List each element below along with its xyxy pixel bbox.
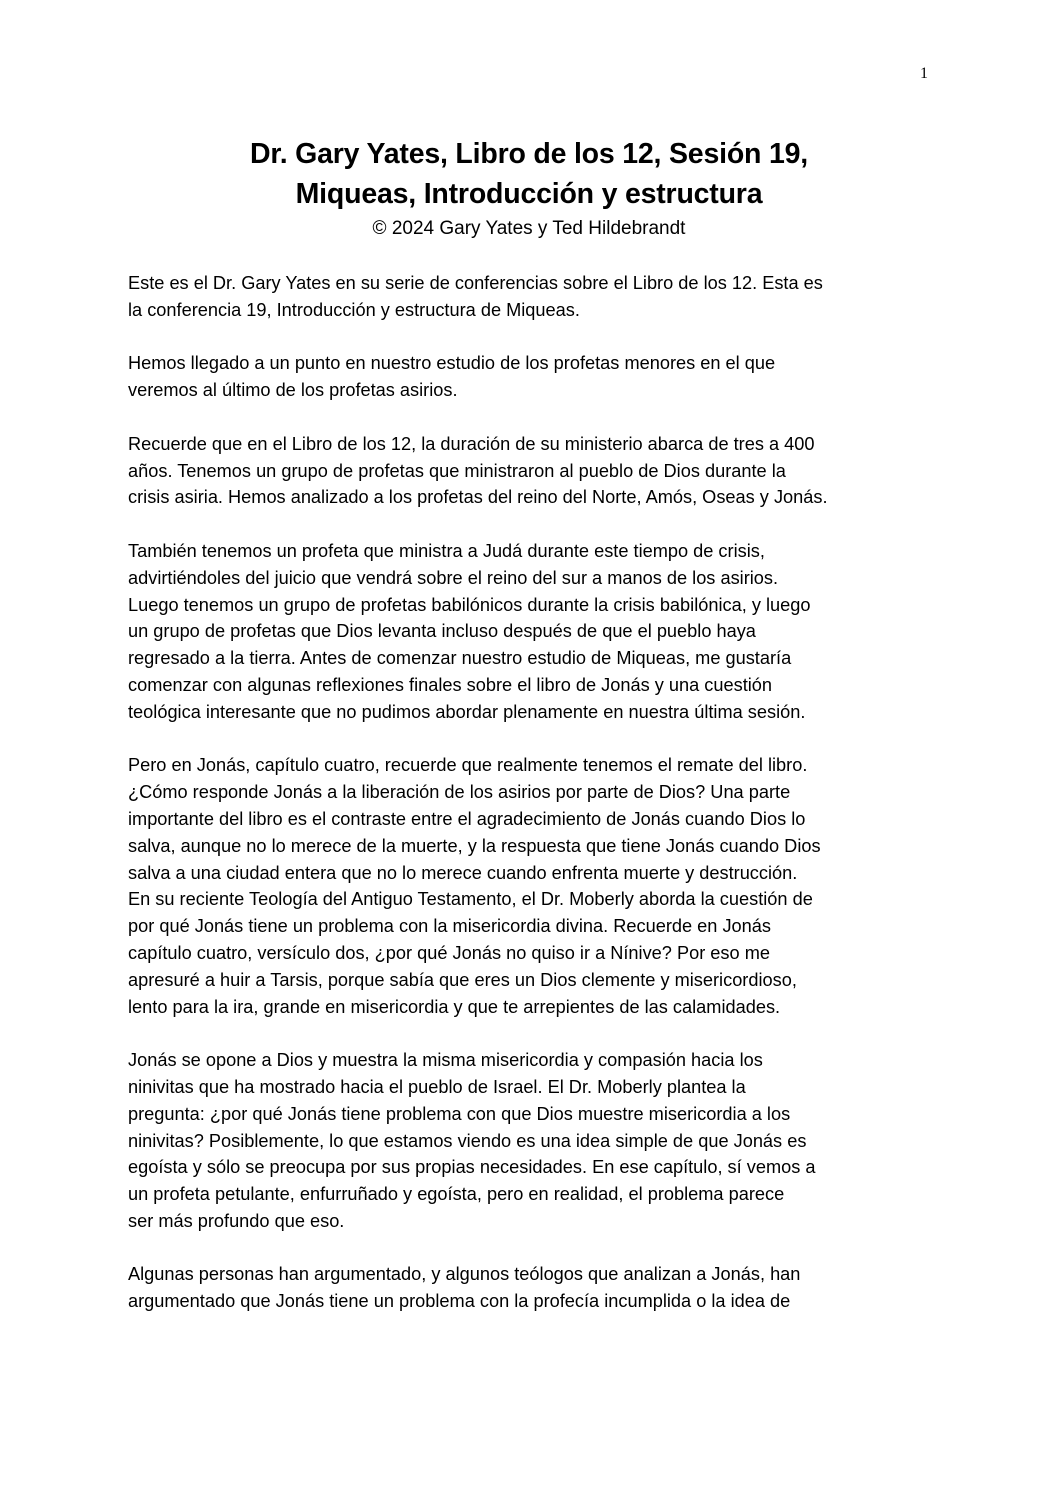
paragraph-line: comenzar con algunas reflexiones finales sobre el libro de Jonás y una cuestión [128, 674, 773, 695]
paragraph-line: pregunta: ¿por qué Jonás tiene problema con que Dios muestre misericordia a los [128, 1103, 791, 1124]
paragraph-line: argumentado que Jonás tiene un problema con la profecía incumplida o la idea de [128, 1291, 791, 1312]
document-header [128, 134, 930, 242]
paragraph-line: salva, aunque no lo merece de la muerte, y la respuesta que tiene Jonás cuando Dios [128, 835, 821, 856]
paragraph-line: apresuré a huir a Tarsis, porque sabía que eres un Dios clemente y misericordioso, [128, 969, 797, 990]
paragraph-line: teológica interesante que no pudimos abordar plenamente en nuestra última sesión. [128, 701, 806, 722]
paragraph [128, 752, 932, 1020]
paragraph-line: ninivitas que ha mostrado hacia el pueblo de Israel. El Dr. Moberly plantea la [128, 1076, 746, 1097]
paragraph-line: crisis asiria. Hemos analizado a los profetas del reino del Norte, Amós, Oseas y Jonás. [128, 487, 828, 508]
paragraph-line: Algunas personas han argumentado, y algunos teólogos que analizan a Jonás, han [128, 1264, 801, 1285]
paragraph [128, 1261, 932, 1315]
paragraph-line: regresado a la tierra. Antes de comenzar nuestro estudio de Miqueas, me gustaría [128, 648, 792, 669]
title-line-2: Miqueas, Introducción y estructura [295, 178, 763, 210]
paragraph-line: ninivitas? Posiblemente, lo que estamos viendo es una idea simple de que Jonás es [128, 1130, 807, 1151]
page-number: 1 [920, 65, 928, 82]
document-body [128, 270, 932, 1342]
paragraph [128, 431, 932, 511]
paragraph [128, 1047, 932, 1235]
paragraph-line: ¿Cómo responde Jonás a la liberación de los asirios por parte de Dios? Una parte [128, 782, 791, 803]
paragraph-line: Este es el Dr. Gary Yates en su serie de conferencias sobre el Libro de los 12. Esta es [128, 273, 823, 293]
paragraph-line: por qué Jonás tiene un problema con la misericordia divina. Recuerde en Jonás [128, 916, 772, 937]
paragraph-line: importante del libro es el contraste entre el agradecimiento de Jonás cuando Dios lo [128, 808, 806, 829]
paragraph-line: salva a una ciudad entera que no lo merece cuando enfrenta muerte y destrucción. [128, 862, 798, 883]
paragraph-line: advirtiéndoles del juicio que vendrá sobre el reino del sur a manos de los asirios. [128, 567, 779, 588]
paragraph-line: un profeta petulante, enfurruñado y egoísta, pero en realidad, el problema parece [128, 1184, 785, 1205]
paragraph-line: Pero en Jonás, capítulo cuatro, recuerde que realmente tenemos el remate del libro. [128, 755, 808, 776]
title-line-1: Dr. Gary Yates, Libro de los 12, Sesión 19, [250, 138, 808, 170]
paragraph-line: Luego tenemos un grupo de profetas babilónicos durante la crisis babilónica, y luego [128, 594, 811, 615]
paragraph [128, 538, 932, 726]
paragraph-line: También tenemos un profeta que ministra a Judá durante este tiempo de crisis, [128, 540, 765, 561]
paragraph-line: egoísta y sólo se preocupa por sus propias necesidades. En ese capítulo, sí vemos a [128, 1157, 816, 1178]
paragraph-line: En su reciente Teología del Antiguo Testamento, el Dr. Moberly aborda la cuestión de [128, 889, 813, 910]
copyright-line: © 2024 Gary Yates y Ted Hildebrandt [372, 218, 686, 239]
paragraph-line: Recuerde que en el Libro de los 12, la duración de su ministerio abarca de tres a 400 [128, 433, 815, 454]
paragraph-line: ser más profundo que eso. [128, 1210, 345, 1231]
paragraph-line: un grupo de profetas que Dios levanta incluso después de que el pueblo haya [128, 621, 756, 642]
paragraph-line: veremos al último de los profetas asirios. [128, 380, 458, 401]
paragraph [128, 270, 932, 324]
paragraph-line: capítulo cuatro, versículo dos, ¿por qué Jonás no quiso ir a Nínive? Por eso me [128, 942, 770, 963]
paragraph-line: Jonás se opone a Dios y muestra la misma misericordia y compasión hacia los [128, 1050, 763, 1071]
paragraph-line: años. Tenemos un grupo de profetas que ministraron al pueblo de Dios durante la [128, 460, 786, 481]
paragraph-line: lento para la ira, grande en misericordia y que te arrepientes de las calamidades. [128, 996, 781, 1017]
paragraph [128, 350, 932, 404]
paragraph-line: la conferencia 19, Introducción y estructura de Miqueas. [128, 299, 580, 320]
paragraph-line: Hemos llegado a un punto en nuestro estudio de los profetas menores en el que [128, 353, 776, 374]
